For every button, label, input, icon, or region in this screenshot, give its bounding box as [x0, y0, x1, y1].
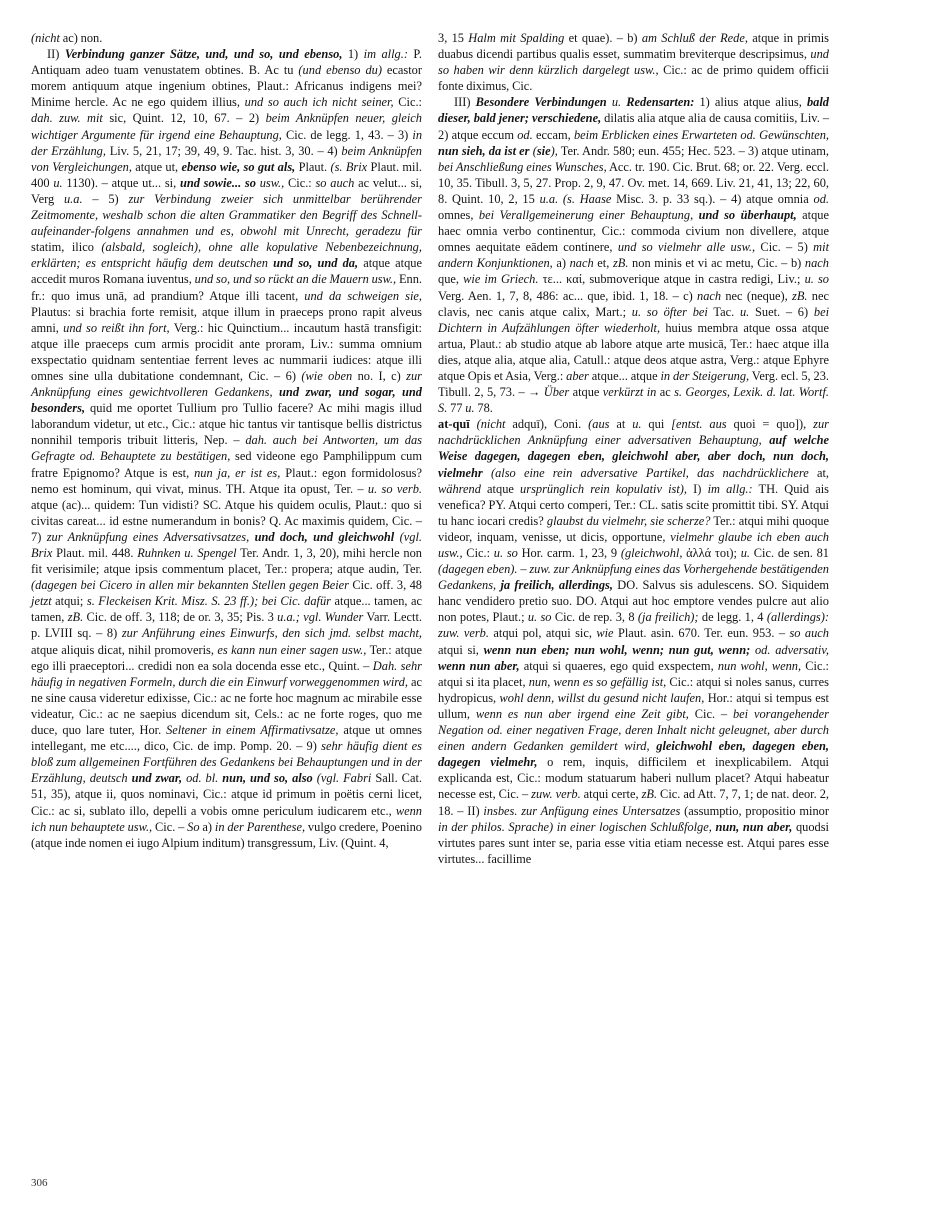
text-run: Cic. – 5) — [755, 240, 814, 255]
bold-run: wenn nun eben; nun wohl, wenn; nun gut, wenn; — [483, 642, 751, 657]
bold-run: gleichwohl eben, dagegen eben, dagegen vielmehr, — [438, 739, 829, 770]
bold-run: nun, nun aber, — [715, 819, 793, 834]
text-run: 1130). – atque ut... si, — [62, 175, 180, 190]
italic-run: und so auch ich nicht seiner, — [244, 95, 394, 110]
text-run: 1) alius atque alius, — [694, 95, 807, 110]
italic-run: glaubst du vielmehr, sie scherze? — [546, 513, 711, 528]
italic-run: nach — [569, 256, 594, 271]
text-run: sed videone ego Pamphilippum cum fratre Epignomo? Atque is est, — [31, 449, 422, 480]
text-run: atque ut omnes intellegant, me etc...., dico, Cic. de imp. Pomp. 20. – 9) — [31, 723, 422, 754]
italic-run: u. so — [804, 272, 829, 287]
italic-run: wenn es nun aber irgend eine Zeit gibt, — [475, 706, 689, 721]
italic-run: und so haben wir denn kürzlich dargelegt usw., — [438, 47, 829, 78]
text-run: ecastor morem antiquum atque ingenium obtines, Plaut.: Africanus indigens mei? Minime hercle. Ac ne ego quidem illius, — [31, 63, 423, 110]
text-run: dilatis alia atque alia de causa comitiis, Liv. – 2) atque eccum — [438, 111, 829, 142]
bold-run: sie — [536, 143, 551, 158]
text-run: Verg. ecl. 5, 23. Tibull. 2, 5, 73. – → — [438, 368, 829, 400]
text-run: Cic. de legg. 1, 43. – 3) — [281, 127, 413, 142]
text-run: ἀλλά τοι); — [682, 546, 741, 560]
text-run: Plaut. mil. 400 — [31, 159, 422, 190]
text-run: nec (neque), — [721, 288, 793, 303]
italic-run: so auch — [789, 626, 829, 641]
italic-run: bei Verallgemeinerung einer Behauptung, — [478, 208, 694, 223]
text-run: Liv. 5, 21, 17; 39, 49, 9. Tac. hist. 3, 30. – 4) — [105, 143, 342, 158]
text-run: a) — [199, 819, 215, 834]
italic-run: (dagegen bei Cicero in allen mir bekannten Stellen gegen Beier — [31, 578, 349, 593]
bold-run: und zwar, — [131, 771, 183, 786]
bold-run: und so, und da, — [273, 256, 359, 271]
italic-run: usw., — [259, 175, 285, 190]
italic-run: zur nachdrücklichen Anknüpfung einer adversativen Behauptung, — [438, 417, 829, 448]
italic-run: nach — [804, 256, 829, 271]
text-run: omnes, — [438, 208, 479, 223]
text-run: ac ne sine causa videretur edixisse, Cic.: ac ne forte hoc magnum ac mirabile esse videatur, Cic.: ac ne saepius dicendum sit, Cels.: ac ne forte roges, quo me duce, quo lare tuter, Hor. — [31, 674, 422, 738]
text-run: Plaut. — [295, 159, 331, 174]
text-run: quodsi virtutes pares sunt inter se, paria esse vitia etiam necesse est. Atqui pares esse virtutes... facillime — [438, 819, 830, 866]
italic-run: vielmehr glaube ich eben auch usw., — [438, 529, 829, 560]
italic-run: wenn ich nun behauptete usw., — [31, 803, 422, 834]
text-run: que, — [438, 272, 464, 287]
text-run: Cic. de sen. 81 — [750, 546, 829, 560]
text-run: Hor. carm. 1, 23, 9 — [517, 546, 621, 560]
italic-run: während — [438, 481, 481, 496]
text-run: Cic.: atqui si noles sanus, curres hydropicus, — [438, 674, 829, 705]
italic-run: im allg.: — [707, 481, 753, 496]
italic-run: u. — [53, 175, 63, 190]
italic-run: zur Anknüpfung eines gewichtvolleren Gedankens, — [31, 368, 422, 400]
italic-run: dah. auch bei Antworten, um das Gefragte od. Behauptete zu bestätigen, — [31, 433, 422, 464]
text-run: – — [517, 562, 530, 577]
italic-run: zur Anknüpfung eines Adversativsatzes, — [46, 529, 250, 544]
bold-run: und sowie... so — [179, 175, 256, 190]
text-run: no. I, c) — [352, 368, 407, 383]
page-number: 306 — [31, 1177, 48, 1189]
italic-run: dah. zuw. mit — [31, 111, 103, 126]
italic-run: in der Steigerung, — [660, 368, 750, 383]
text-run: Cic. – — [688, 706, 733, 721]
italic-run: od. — [517, 127, 533, 142]
text-run: quoi = quo]), — [726, 417, 814, 432]
text-run: Verg.: hic Quinctium... incautum hastā transfigit: atque ille praeceps cum armis procidit ante proram, Liv.: summa omnium exspectatio quidnam sententiae ferrent leves ac nummarii iudices: atque illi omnes sine ulla dubitatione condemnant, Cic. – 6) — [31, 320, 422, 383]
italic-run: und da schweigen sie, — [304, 288, 422, 303]
text-run — [470, 417, 477, 431]
text-run: atque... atque — [588, 368, 661, 383]
italic-run: (dagegen eben). — [438, 562, 518, 577]
bold-run: ebenso wie, so gut als, — [181, 159, 296, 174]
italic-run: und so reißt ihn fort, — [63, 320, 170, 335]
text-run: de legg. 1, 4 — [698, 610, 767, 625]
left-column — [31, 30, 422, 851]
text-run: Plaut. mil. 448. — [52, 546, 138, 560]
text-run: Cic. off. 3, 48 — [349, 578, 422, 593]
text-run: Enn. fr.: quo imus unā, ad prandium? Atque illi tacent, — [31, 272, 422, 303]
bold-run: bald dieser, bald jener; verschiedene, — [438, 95, 829, 126]
text-run: TH. Quid ais venefica? PY. Atqui certo comperi, Ter.: CL. satis scite promittit tibi. SY. Atqui tu hanc iocari credis? — [438, 481, 829, 528]
italic-run: aber — [566, 368, 589, 383]
italic-run: u. so verb. — [367, 481, 422, 496]
italic-run: (s. Brix — [330, 159, 368, 174]
italic-run: wohl denn, willst du gesund nicht laufen, — [499, 690, 705, 705]
text-run: atqui certe, — [580, 787, 642, 802]
text-run: at — [609, 417, 633, 432]
italic-run: insbes. zur Anfügung eines Untersatzes — [483, 803, 681, 818]
italic-run: und so, und so rückt an die Mauern usw., — [194, 272, 397, 287]
text-run: atque aliquis dicat, nihil promoveris, — [31, 642, 218, 657]
text-run: atqui si quaeres, ego quid exspectem, — [519, 658, 718, 673]
text-run: atque (ac)... quidem: Tun vidisti? SC. Atque his quidem oculis, Plaut.: quo si civitas careat... id estne numerandum in bonis? Q. Ac maximis quidem, Cic. – 7) — [31, 497, 422, 544]
italic-run: bei vorangehender Negation od. einer negativen Frage, deren Inhalt nicht geleugnet, aber durch einen andern Gedanken gemildert wird, — [438, 706, 829, 754]
italic-run: u.a. — [63, 191, 83, 206]
text-run: Plaut. asin. 670. Ter. eun. 953. – — [613, 626, 790, 641]
text-run: Plaut.: egon formidolosus? nemo est hominum, qui vivat, minus. TH. Atque ita opust, Ter. – — [31, 465, 422, 496]
italic-run: (wie oben — [301, 368, 353, 383]
text-run: atque atque accedit muros Romana iuventus, — [31, 256, 422, 287]
text-run: atque in primis duabus dicendi partibus qualis esset, summatim breviterque descripsimus, — [438, 31, 830, 62]
entry-paragraph — [31, 30, 422, 46]
text-run: huius membra atque ossa atque artua, Plaut.: ab studio atque ab labore atque arte musicā, Ter.: haec atque illa dies, atque alia, atque alia, Catull.: atque deos atque astra, Verg.: atque Ephyre atque Opis et Asia, Verg.: — [438, 320, 829, 383]
text-run: III) — [454, 95, 476, 110]
text-run: (assumptio, propositio minor — [680, 803, 829, 818]
text-run: atque haec omnia verbo continentur, Cic.: commoda civium non divellere, atque omnes aequitate eādem continere, — [438, 208, 829, 255]
text-run: Varr. Lectt. p. LVIII sq. – 8) — [31, 610, 422, 641]
text-run: II) — [47, 47, 65, 62]
text-run: ac velut... si, Verg — [31, 175, 422, 206]
entry-paragraph — [438, 30, 829, 94]
bold-run: und so überhaupt, — [698, 208, 797, 223]
italic-run: ( — [532, 143, 537, 158]
italic-run: in der Erzählung, — [31, 127, 423, 158]
entry-paragraph — [438, 416, 829, 867]
text-run: Cic.: — [284, 175, 316, 190]
text-run: Ter.: atque ego illi praeceptori... credidi non ea sola docenda esse etc., Quint. – — [31, 642, 422, 673]
text-run: non minis et vi ac metu, Cic. – b) — [628, 256, 805, 271]
text-run: a) — [552, 256, 570, 271]
italic-run: u.a. (s. Haase — [539, 191, 612, 206]
text-run: atque... tamen, ac tamen, — [31, 594, 422, 625]
text-run: et, — [593, 256, 613, 271]
italic-run: u. — [611, 95, 622, 110]
italic-run: beim Anknüpfen von Vergleichungen, — [31, 143, 422, 174]
italic-run: nach — [697, 288, 722, 303]
text-run: statim, ilico — [31, 240, 102, 255]
italic-run: u. — [465, 401, 475, 416]
italic-run: ursprünglich rein kopulativ ist), — [520, 481, 688, 496]
italic-run: so auch — [315, 175, 355, 190]
bold-run: Redensarten: — [626, 95, 695, 110]
italic-run: nun wohl, wenn, — [717, 658, 802, 673]
bold-run: nun sieh, da ist er — [438, 143, 530, 158]
italic-run: Ruhnken u. Spengel — [137, 546, 237, 560]
italic-run: u. — [740, 546, 751, 560]
text-run — [483, 466, 491, 480]
italic-run: es kann nun einer sagen usw., — [217, 642, 367, 657]
italic-run: zB. — [67, 610, 84, 625]
italic-run: zB. — [792, 288, 808, 303]
text-run: eccam, — [532, 127, 574, 142]
text-run: Suet. – 6) — [749, 304, 814, 319]
italic-run: (also eine rein adversative Partikel, das nachdrücklichere — [490, 465, 809, 480]
text-run: ac) non. — [59, 31, 103, 45]
italic-run: mit andern Konjunktionen, — [438, 240, 830, 271]
text-run: Cic. – — [152, 819, 188, 834]
text-run: sic, Quint. 12, 10, 67. – 2) — [102, 111, 266, 126]
text-run: atque — [480, 481, 521, 496]
italic-run: zB. — [641, 787, 658, 802]
italic-run: u.a.; vgl. Wunder — [277, 610, 364, 625]
italic-run: u. — [632, 417, 642, 432]
text-run: τε... καί, submoverique atque in castra redigi, Liv.; — [538, 272, 805, 287]
text-run: Acc. tr. 190. Cic. Brut. 68; or. 22. Verg. eccl. 10, 35. Tibull. 3, 5, 27. Prop. 2, 9, 47. Ov. met. 14, 669. Liv. 21, 41, 13; 22, 60, 8. Quint. 10, 2, 15 — [438, 159, 829, 206]
italic-run: (nicht — [476, 417, 506, 432]
text-run: Sall. Cat. 51, 35), atque ii, quos nominavi, Cic.: atque id primum in poëtis cerni licet, Cic.: ac si, sublato illo, depelli a vobis omne periculum iudicarem etc., — [31, 771, 422, 818]
italic-run: zur Anführung eines Einwurfs, den sich jmd. selbst macht, — [121, 626, 422, 641]
italic-run: bei Dichtern in Aufzählungen öfter wiederholt, — [438, 304, 830, 335]
italic-run: im allg.: — [363, 47, 408, 62]
italic-run: zur Verbindung zweier sich unmittelbar berührender Zeitmomente, weshalb schon die alten Grammatiker den Begriff des Schnell-aufeinander-folgens annahmen und es, obwohl mit Unrecht, geradezu für — [31, 191, 422, 239]
italic-run: Dah. sehr häufig in negativen Formeln, durch die ein Einwurf vorweggenommen wird, — [31, 658, 422, 689]
text-run: Misc. 3. p. 33 sq.). – 4) atque omnia — [611, 191, 814, 206]
italic-run: (nicht — [31, 31, 60, 45]
text-run: Ter.: atqui mihi quoque videor, inquam, venisse, ut dicis, opportune, — [438, 513, 830, 544]
bold-run: und doch, und gleichwohl — [254, 529, 395, 544]
bold-run: wenn nun aber, — [438, 658, 520, 673]
italic-run: am Schluß der Rede, — [641, 31, 748, 45]
text-run: nec clavis, nec canis atque calix, Mart.; — [438, 288, 829, 319]
entry-paragraph — [31, 46, 422, 851]
italic-run: Über — [543, 385, 570, 400]
text-run: adquī), Coni. — [505, 417, 589, 432]
text-run: vulgo credere, Poenino (atque inde nomen ei iugo Alpium inditum) transgressum, Liv. (Quint. 4, — [31, 819, 422, 850]
italic-run: (gleichwohl, — [620, 546, 683, 560]
text-run: o rem, inquis, difficilem et inexplicabilem. Atqui explicanda est, Cic.: modum statuarum haberi nullum placet? Atqui habeatur necesse est, Cic. – — [438, 755, 829, 802]
italic-run: (alsbald, sogleich), ohne alle kopulative Nebenbezeichnung, erklärten; es entspricht häufig dem deutschen — [31, 240, 422, 271]
text-run: qui — [641, 417, 672, 432]
italic-run: (allerdings): zuw. verb. — [438, 610, 829, 641]
italic-run: in der Parenthese, — [214, 819, 306, 834]
bold-run: nun, und so, also — [222, 771, 313, 786]
bold-run: at-quī — [438, 417, 470, 432]
italic-run: u. so — [527, 610, 552, 625]
italic-run: jetzt — [31, 594, 52, 609]
text-run: atqui; — [51, 594, 87, 609]
text-run: Cic. de rep. 3, 8 — [551, 610, 638, 625]
italic-run: od. adversativ, — [754, 642, 829, 657]
italic-run: u. so — [493, 546, 518, 560]
italic-run: in der philos. Sprache) in einer logischen Schlußfolge, — [438, 819, 712, 834]
text-run: quid me oportet Tullium pro Tullio facere? Ac mihi magis illud laborandum videtur, ut etc., Cic.: atque hic tantus vir tantisque bellis districtus nonnihil temporis tribuit litteris, Nep. – — [31, 401, 422, 448]
italic-run: (vgl. Fabri — [316, 771, 372, 786]
italic-run: nun ja, er ist es, — [194, 465, 281, 480]
italic-run: und so vielmehr alle usw., — [617, 240, 756, 255]
bold-run: Besondere Verbindungen — [475, 95, 607, 110]
text-run: atqui pol, atqui sic, — [488, 626, 597, 641]
text-run: Hor.: atqui si tempus est ullum, — [438, 690, 829, 721]
italic-run: Halm mit Spalding — [468, 31, 565, 45]
text-run: ac — [656, 385, 675, 400]
italic-run: od. bl. — [186, 771, 219, 786]
italic-run: zuw. verb. — [531, 787, 581, 802]
text-run: 1) — [342, 47, 364, 62]
text-run: Cic.: — [462, 546, 494, 560]
text-run: at, — [808, 465, 829, 480]
text-run: Tac. — [707, 304, 740, 319]
text-run: Cic.: — [393, 95, 423, 110]
text-run: 77 — [447, 401, 466, 416]
italic-run: u. — [739, 304, 750, 319]
text-run: atque — [569, 385, 603, 400]
text-run: 3, 15 — [438, 31, 469, 45]
italic-run: zuw. zur Anknüpfung eines das Vorhergehende bestätigenden Gedankens, — [438, 562, 829, 593]
text-run: 78. — [474, 401, 493, 416]
italic-run: bei Anschließung eines Wunsches, — [438, 159, 607, 174]
text-run: P. Antiquam adeo tuam venustatem obtines. B. Ac tu — [31, 47, 422, 78]
text-run: Cic.: ac de primo quidem officii fonte diximus, Cic. — [438, 63, 829, 94]
text-run: Cic. ad Att. 7, 7, 1; de nat. deor. 2, 18. – II) — [438, 787, 829, 818]
italic-run: verkürzt in — [602, 385, 657, 400]
text-run: – 5) — [82, 191, 129, 206]
italic-run: beim Erblicken eines Erwarteten od. Gewünschten, — [573, 127, 829, 142]
bold-run: und zwar, und sogar, und besonders, — [31, 385, 422, 416]
italic-run: (ja freilich); — [637, 610, 699, 625]
entry-paragraph — [438, 94, 829, 416]
italic-run: wie — [596, 626, 614, 641]
italic-run: [entst. aus — [671, 417, 727, 432]
text-run: atqui si, — [438, 642, 484, 657]
text-run: Verg. Aen. 1, 7, 8, 486: ac... que, ibid. 1, 18. – c) — [438, 288, 697, 303]
text-run: et quae). – b) — [564, 31, 642, 45]
italic-run: sehr häufig dient es bloß zum allgemeinen Fortführen des Gedankens bei Behauptungen und in der Erzählung, deutsch — [31, 739, 422, 786]
text-run: Plautus: si brachia forte remisit, atque illum in praeceps prono rapit alveus amni, — [31, 304, 422, 335]
bold-run: ja freilich, allerdings, — [500, 578, 613, 593]
italic-run: (und ebenso du) — [298, 63, 382, 78]
text-run: Cic. de off. 3, 118; de or. 3, 35; Pis. 3 — [83, 610, 278, 625]
text-run: atque ut, — [131, 159, 182, 174]
text-run: DO. Salvus sis adulescens. SO. Siquidem hanc vendidero pretio suo. DO. Atqui aut hoc emptore vendes pulcre aut alio non potes, Plaut.; — [438, 578, 829, 625]
italic-run: So — [187, 819, 200, 834]
italic-run: od. — [813, 191, 829, 206]
bold-run: Verbindung ganzer Sätze, und, und so, und ebenso, — [64, 47, 343, 62]
italic-run: u. so öfter bei — [631, 304, 708, 319]
italic-run: s. Fleckeisen Krit. Misz. S. 23 ff.); bei Cic. dafür — [86, 594, 332, 609]
italic-run: Seltener in einem Affirmativsatze, — [166, 723, 339, 738]
italic-run: (aus — [588, 417, 610, 432]
right-column — [438, 30, 829, 867]
italic-run: beim Anknüpfen neuer, gleich wichtiger Argumente für irgend eine Behauptung, — [31, 111, 423, 142]
italic-run: ) — [550, 143, 555, 158]
bold-run: auf welche Weise dagegen, dagegen eben, gleichwohl aber, aber doch, nun doch, vielmehr — [438, 433, 829, 480]
text-run: I) — [687, 481, 708, 496]
italic-run: s. Georges, Lexik. d. lat. Wortf. S. — [438, 385, 829, 416]
italic-run: (vgl. Brix — [31, 529, 422, 560]
italic-run: wie im Griech. — [463, 272, 539, 287]
italic-run: zB. — [612, 256, 629, 271]
italic-run: nun, wenn es so gefällig ist, — [528, 674, 667, 689]
text-run: Cic.: atqui si ita placet, — [438, 658, 829, 689]
text-run: , Ter. Andr. 580; eun. 455; Hec. 523. – 3) atque utinam, — [554, 143, 829, 158]
text-run: Ter. Andr. 1, 3, 20), mihi hercle non fit verisimile; atque ipsis commentum placet, Ter.: propera; atque audin, Ter. — [31, 546, 422, 577]
